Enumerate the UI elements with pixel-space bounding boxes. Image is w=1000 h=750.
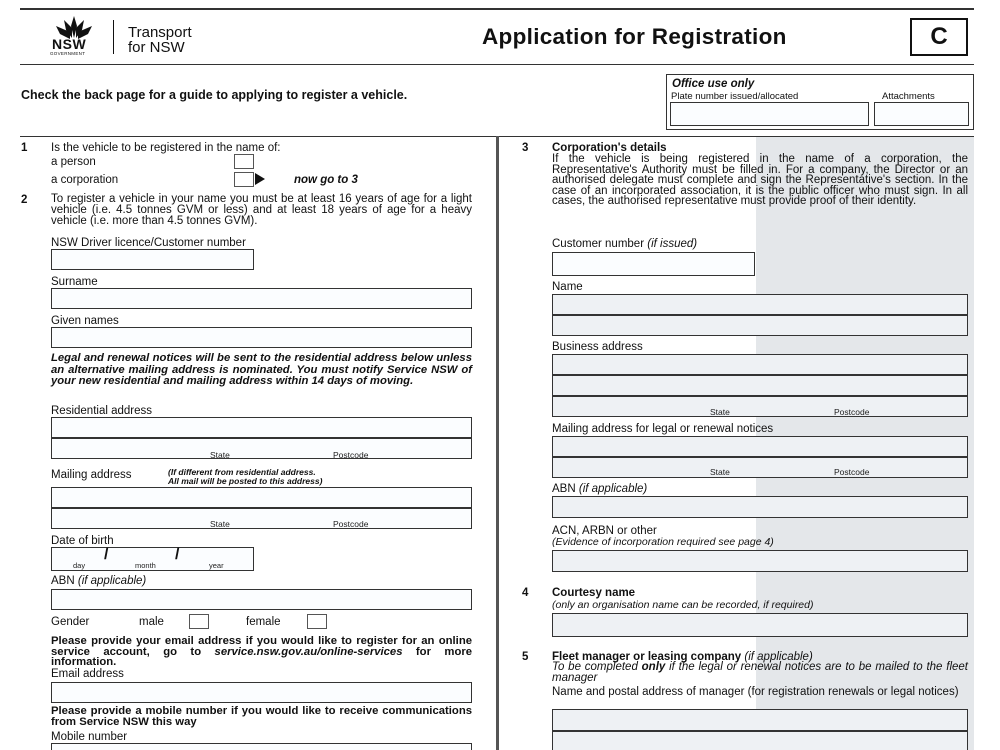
- nsw-logo: [46, 14, 102, 56]
- q1-option-person: a person: [51, 156, 96, 168]
- residential-line1[interactable]: [51, 417, 472, 438]
- q4-note: (only an organisation name can be recorded, if required): [552, 599, 814, 611]
- cmail-state-label: State: [710, 467, 730, 477]
- corp-abn-field[interactable]: [552, 496, 968, 518]
- q5-note-bold: only: [641, 661, 666, 673]
- q5-note: [552, 662, 968, 683]
- column-divider: [496, 136, 499, 750]
- attachments-label: Attachments: [882, 91, 935, 102]
- q3-number: 3: [522, 142, 529, 154]
- q4-number: 4: [522, 587, 529, 599]
- business-line1[interactable]: [552, 354, 968, 375]
- gender-label: Gender: [51, 616, 90, 628]
- corp-name-line2[interactable]: [552, 315, 968, 336]
- arrow-right-icon: [255, 173, 265, 185]
- customer-label: [552, 238, 697, 250]
- abn-label: ABN: [51, 575, 75, 587]
- corp-mailing-line1[interactable]: [552, 436, 968, 457]
- female-checkbox[interactable]: [307, 614, 327, 629]
- mobile-prompt: Please provide a mobile number if you would like to receive communications from Service NSW this way: [51, 705, 472, 728]
- bus-postcode-label: Postcode: [834, 407, 870, 417]
- customer-number-field[interactable]: [552, 252, 755, 276]
- person-checkbox[interactable]: [234, 154, 254, 169]
- mailing-label: Mailing address: [51, 469, 132, 481]
- acn-label: ACN, ARBN or other: [552, 525, 657, 537]
- header-rule: [20, 64, 974, 65]
- email-prompt: [51, 636, 472, 668]
- corp-mailing-line2[interactable]: [552, 457, 968, 478]
- email-label: Email address: [51, 668, 124, 680]
- q2-intro: To register a vehicle in your name you must be at least 16 years of age for a light vehicle (i.e. 4.5 tonnes GVM or less) and at least 18 years of age for a heavy vehicle (i.e. more than 4.5 tonnes GVM).: [51, 193, 472, 227]
- q4-title: Courtesy name: [552, 587, 636, 599]
- q5-note-pre: To be completed: [552, 661, 638, 673]
- customer-label-text: Customer number: [552, 238, 645, 250]
- form-code-box: [910, 18, 968, 56]
- bus-state-label: State: [710, 407, 730, 417]
- res-postcode-label: Postcode: [333, 450, 369, 460]
- name-label: Name: [552, 281, 583, 293]
- office-use-panel: [666, 74, 974, 130]
- given-names-field[interactable]: [51, 327, 472, 348]
- mailing-line1[interactable]: [51, 487, 472, 508]
- form-code: C: [930, 23, 948, 50]
- nsw-logo-text: NSW: [52, 36, 87, 52]
- logo-divider: [113, 20, 114, 54]
- q5-number: 5: [522, 651, 529, 663]
- guide-text: Check the back page for a guide to applying to register a vehicle.: [21, 88, 408, 102]
- agency-line2: for NSW: [128, 39, 185, 56]
- q3-title: Corporation's details: [552, 142, 667, 154]
- page-title: Application for Registration: [482, 24, 787, 49]
- abn-field-left[interactable]: [51, 589, 472, 610]
- q3-text: If the vehicle is being registered in the name of a corporation, the Representative's Authority must be filled in. For a company, the Director or an authorised delegate must complete and sign the Representative's section. In the case of an incorporated association, it is the public officer who must sign. In all cases, the authorised representative must provide proof of their identity.: [552, 153, 968, 208]
- attachments-field[interactable]: [874, 102, 969, 126]
- q1-question: Is the vehicle to be registered in the name of:: [51, 142, 281, 154]
- mailing-note-2: All mail will be posted to this address): [168, 476, 323, 486]
- surname-label: Surname: [51, 276, 98, 288]
- q5-title-note: (if applicable): [744, 651, 813, 663]
- corp-abn-label: [552, 483, 647, 495]
- male-checkbox[interactable]: [189, 614, 209, 629]
- q1-number: 1: [21, 142, 28, 154]
- dob-slash-2: /: [175, 546, 180, 563]
- dob-slash-1: /: [104, 546, 109, 563]
- mobile-field[interactable]: [51, 743, 472, 750]
- dob-year: year: [209, 561, 224, 570]
- mailing-line2[interactable]: [51, 508, 472, 529]
- q1-option-corporation: a corporation: [51, 174, 119, 186]
- business-line3[interactable]: [552, 396, 968, 417]
- email-prompt-link[interactable]: service.nsw.gov.au/online-services: [214, 645, 403, 658]
- corporation-checkbox[interactable]: [234, 172, 254, 187]
- q1-goto: now go to 3: [294, 174, 358, 186]
- mail-state-label: State: [210, 519, 230, 529]
- q5-note-post: if the legal or renewal notices are to be mailed to the fleet manager: [552, 661, 968, 684]
- email-prompt-text: Please provide your email address if you would like to register for an online service account, go to: [51, 635, 472, 658]
- mailing-note-1: (If different from residential address.: [168, 467, 316, 477]
- corp-mailing-label: Mailing address for legal or renewal notices: [552, 423, 774, 435]
- abn-label-left: [51, 575, 146, 587]
- email-prompt-end: for more information.: [51, 645, 473, 668]
- customer-note: (if issued): [647, 238, 698, 250]
- fleet-manager-line2[interactable]: [552, 731, 968, 750]
- q2-number: 2: [21, 194, 28, 206]
- corp-abn-text: ABN: [552, 483, 576, 495]
- mobile-label: Mobile number: [51, 731, 128, 743]
- male-label: male: [139, 616, 164, 628]
- dob-label: Date of birth: [51, 535, 114, 547]
- residential-line2[interactable]: [51, 438, 472, 459]
- corp-abn-note: (if applicable): [578, 483, 648, 495]
- residential-label: Residential address: [51, 405, 153, 417]
- abn-note: (if applicable): [77, 575, 147, 587]
- agency-line1: Transport: [128, 24, 192, 41]
- q5-name-addr: Name and postal address of manager (for registration renewals or legal notices): [552, 686, 959, 698]
- email-field[interactable]: [51, 682, 472, 703]
- nsw-logo-sub: GOVERNMENT: [50, 51, 86, 56]
- dob-month: month: [135, 561, 156, 570]
- fleet-manager-line1[interactable]: [552, 709, 968, 731]
- acn-field[interactable]: [552, 550, 968, 572]
- plate-number-field[interactable]: [670, 102, 869, 126]
- female-label: female: [246, 616, 281, 628]
- licence-label: NSW Driver licence/Customer number: [51, 237, 246, 249]
- top-rule: [20, 8, 974, 10]
- notice-text: Legal and renewal notices will be sent to the residential address below unless an alternative mailing address is nominated. You must notify Service NSW of your new residential and mailing address within 14 days of moving.: [51, 352, 472, 387]
- dob-day: day: [73, 561, 86, 570]
- res-state-label: State: [210, 450, 230, 460]
- office-use-title: Office use only: [672, 78, 755, 90]
- courtesy-name-field[interactable]: [552, 613, 968, 637]
- corp-name-line1[interactable]: [552, 294, 968, 315]
- business-label: Business address: [552, 341, 643, 353]
- business-line2[interactable]: [552, 375, 968, 396]
- mail-postcode-label: Postcode: [333, 519, 369, 529]
- given-names-label: Given names: [51, 315, 119, 327]
- acn-note: (Evidence of incorporation required see page 4): [552, 536, 774, 548]
- licence-field[interactable]: [51, 249, 254, 270]
- surname-field[interactable]: [51, 288, 472, 309]
- q5-title: Fleet manager or leasing company: [552, 651, 742, 663]
- cmail-postcode-label: Postcode: [834, 467, 870, 477]
- plate-label: Plate number issued/allocated: [671, 91, 799, 102]
